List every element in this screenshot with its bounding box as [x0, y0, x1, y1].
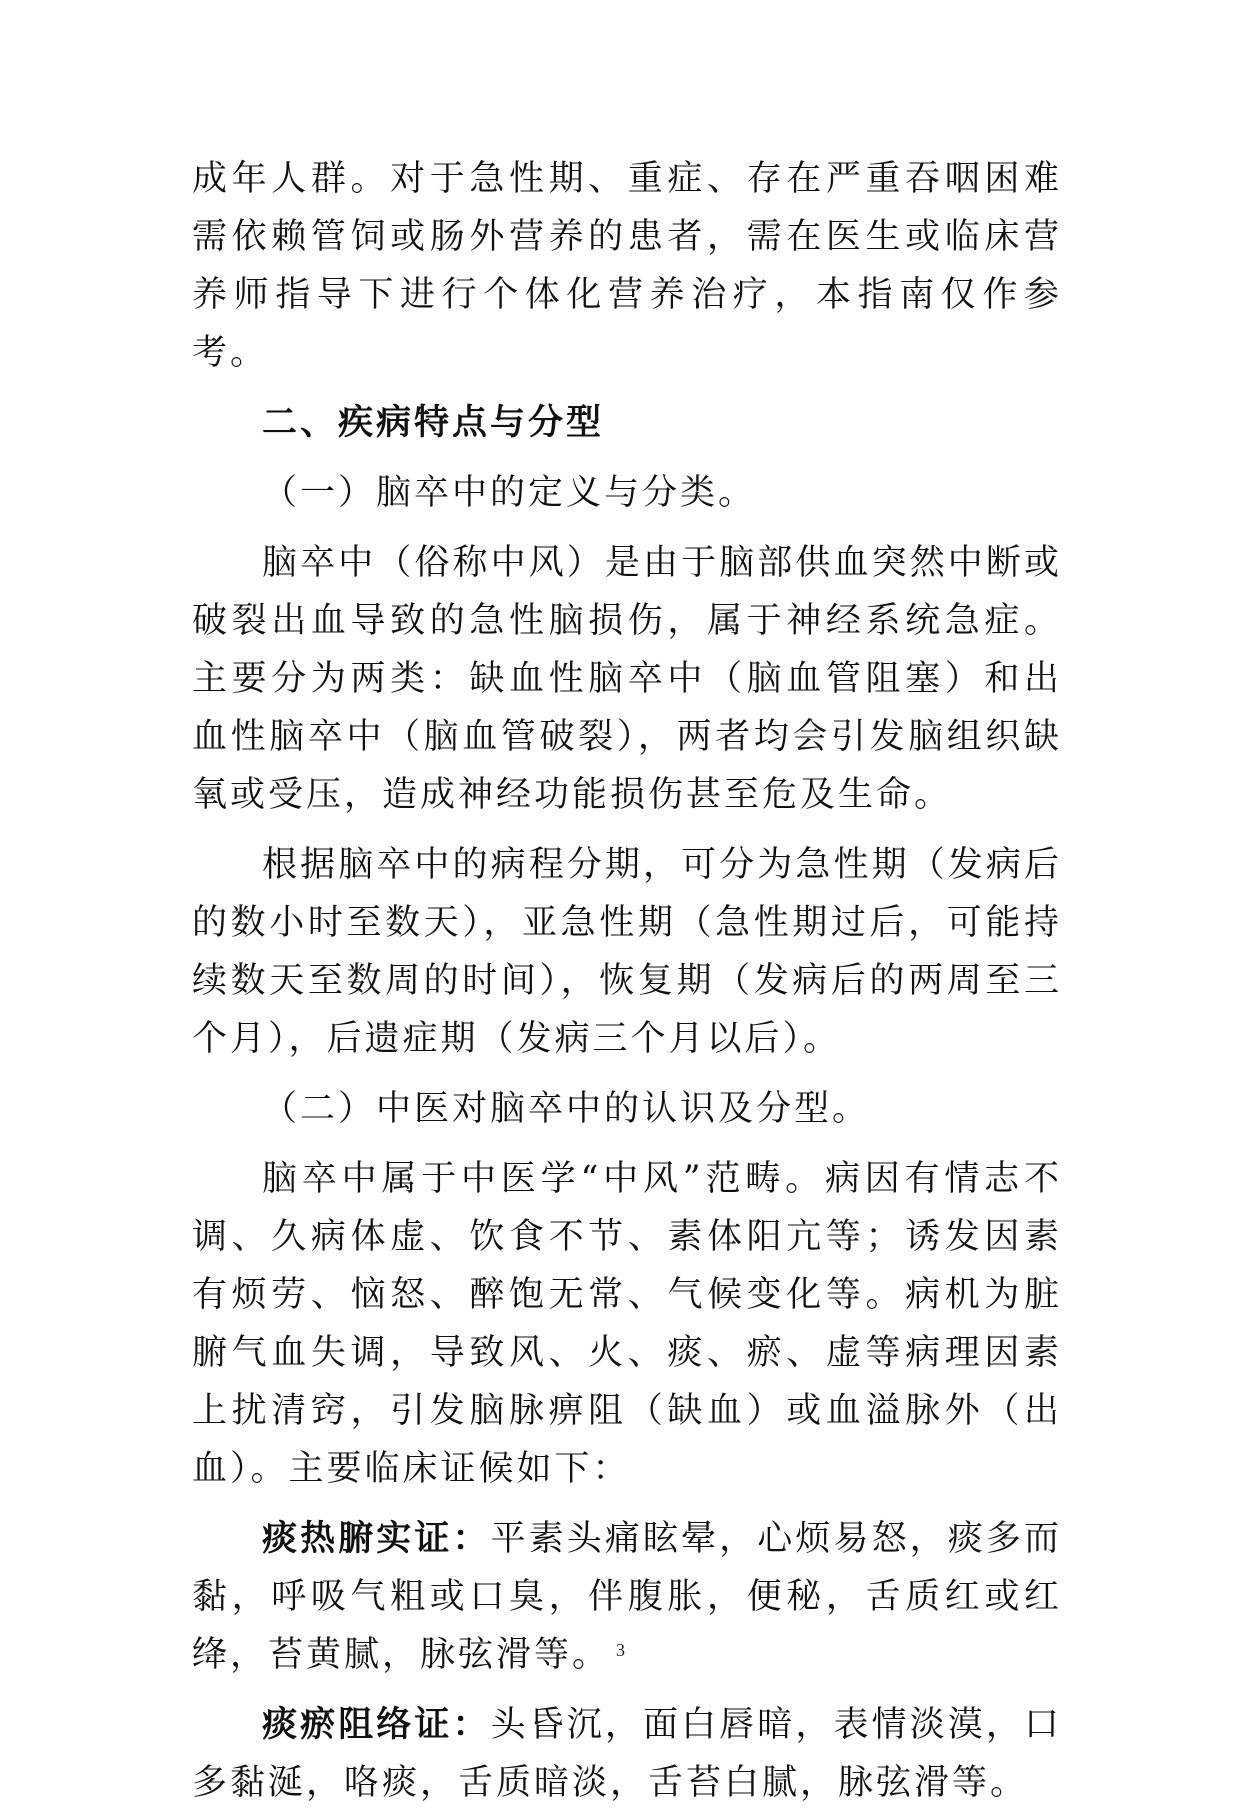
syndrome-description: 头昏沉，面白唇暗，表情淡漠，口多黏涎，咯痰，舌质暗淡，舌苔白腻，脉弦滑等。 — [192, 1705, 1062, 1803]
page-number: 3 — [616, 1640, 625, 1660]
section-heading: 二、疾病特点与分型 — [262, 403, 605, 443]
paragraph-continuation: 成年人群。对于急性期、重症、存在严重吞咽困难需依赖管饲或肠外营养的患者，需在医生或临床营养师指导下进行个体化营养治疗，本指南仅作参考。 — [192, 159, 1062, 373]
syndrome-description: 平素头痛眩晕，心烦易怒，痰多而黏，呼吸气粗或口臭，伴腹胀，便秘，舌质红或红绛，苔黄腻，脉弦滑等。 — [192, 1519, 1062, 1675]
paragraph-definition: 脑卒中（俗称中风）是由于脑部供血突然中断或破裂出血导致的急性脑损伤，属于神经系统急症。主要分为两类：缺血性脑卒中（脑血管阻塞）和出血性脑卒中（脑血管破裂），两者均会引发脑组织缺氧或受压，造成神经功能损伤甚至危及生命。 — [192, 543, 1062, 815]
document-body — [192, 150, 1062, 1812]
subsection-heading-definition: （一）脑卒中的定义与分类。 — [262, 473, 757, 513]
syndrome-phlegm-stasis — [192, 1696, 1062, 1812]
syndrome-label: 痰热腑实证： — [262, 1519, 491, 1559]
paragraph-staging: 根据脑卒中的病程分期，可分为急性期（发病后的数小时至数天），亚急性期（急性期过后，可能持续数天至数周的时间），恢复期（发病后的两周至三个月），后遗症期（发病三个月以后）。 — [192, 845, 1062, 1059]
paragraph-tcm: 脑卒中属于中医学“中风”范畴。病因有情志不调、久病体虚、饮食不节、素体阳亢等；诱发因素有烦劳、恼怒、醉饱无常、气候变化等。病机为脏腑气血失调，导致风、火、痰、瘀、虚等病理因素上扰清窍，引发脑脉痹阻（缺血）或血溢脉外（出血）。主要临床证候如下： — [192, 1159, 1062, 1489]
subsection-heading-tcm: （二）中医对脑卒中的认识及分型。 — [262, 1089, 871, 1129]
syndrome-label: 痰瘀阻络证： — [262, 1705, 491, 1745]
